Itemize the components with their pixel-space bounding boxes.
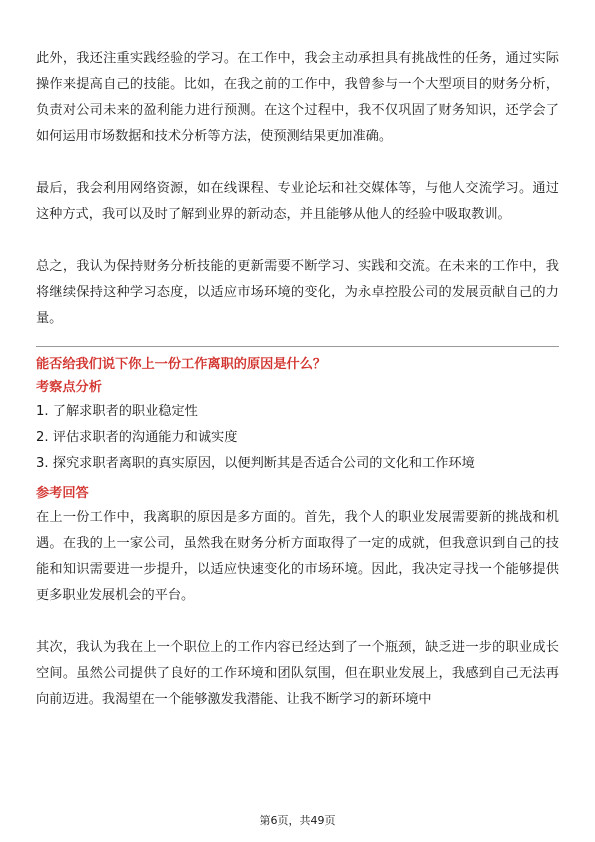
paragraph-gap xyxy=(36,228,559,254)
paragraph-gap xyxy=(36,150,559,176)
paragraph-gap xyxy=(36,609,559,635)
analysis-item: 3. 探究求职者离职的真实原因，以便判断其是否适合公司的文化和工作环境 xyxy=(36,456,475,471)
page-footer: 第6页，共49页 xyxy=(259,814,336,827)
analysis-item: 2. 评估求职者的沟通能力和诚实度 xyxy=(36,430,238,445)
analysis-item: 1. 了解求职者的职业稳定性 xyxy=(36,404,198,419)
paragraph-online-resources: 最后，我会利用网络资源，如在线课程、专业论坛和社交媒体等，与他人交流学习。通过这种方式，我可以及时了解到业界的新动态，并且能够从他人的经验中吸取教训。 xyxy=(36,181,559,222)
answer-paragraph-first: 在上一份工作中，我离职的原因是多方面的。首先，我个人的职业发展需要新的挑战和机遇。在我的上一家公司，虽然我在财务分析方面取得了一定的成就，但我意识到自己的技能和知识需要进一步提升，以适应快速变化的市场环境。因此，我决定寻找一个能够提供更多职业发展机会的平台。 xyxy=(36,510,559,603)
paragraph-conclusion: 总之，我认为保持财务分析技能的更新需要不断学习、实践和交流。在未来的工作中，我将继续保持这种学习态度，以适应市场环境的变化，为永卓控股公司的发展贡献自己的力量。 xyxy=(36,259,559,326)
section-divider xyxy=(36,346,559,347)
analysis-title: 考察点分析 xyxy=(36,380,102,395)
paragraph-practice: 此外，我还注重实践经验的学习。在工作中，我会主动承担具有挑战性的任务，通过实际操作来提高自己的技能。比如，在我之前的工作中，我曾参与一个大型项目的财务分析，负责对公司未来的盈利能力进行预测。在这个过程中，我不仅巩固了财务知识，还学会了如何运用市场数据和技术分析等方法，使预测结果更加准确。 xyxy=(36,51,559,144)
answer-paragraph-second: 其次，我认为我在上一个职位上的工作内容已经达到了一个瓶颈，缺乏进一步的职业成长空间。虽然公司提供了良好的工作环境和团队氛围，但在职业发展上，我感到自己无法再向前迈进。我渴望在一个能够激发我潜能、让我不断学习的新环境中 xyxy=(36,640,559,707)
answer-title: 参考回答 xyxy=(36,486,89,501)
question-heading: 能否给我们说下你上一份工作离职的原因是什么？ xyxy=(36,357,327,372)
document-page xyxy=(36,46,559,713)
